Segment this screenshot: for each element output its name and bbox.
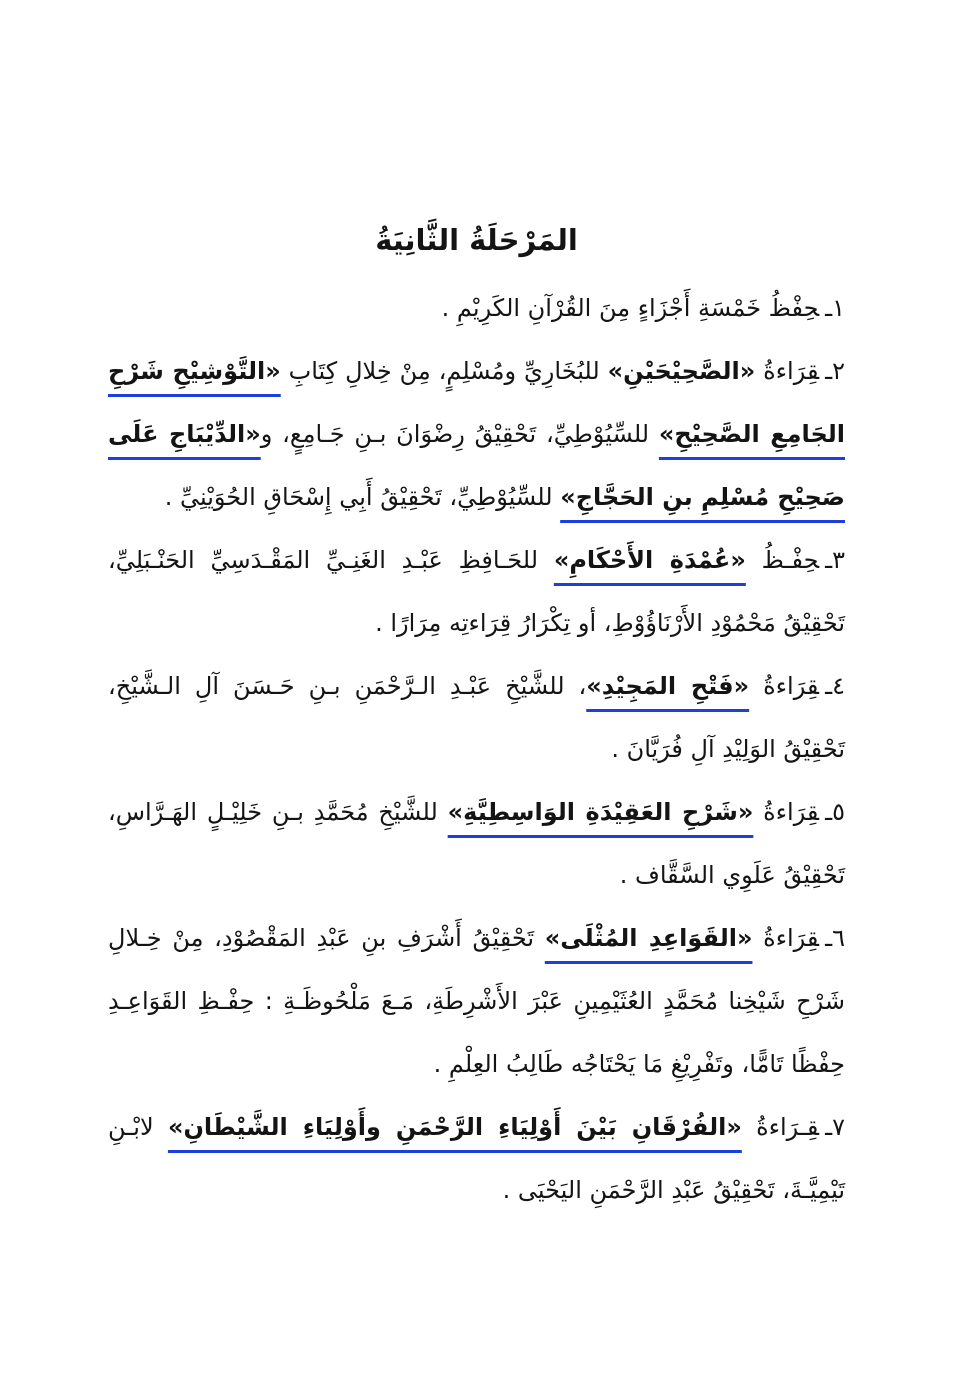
- item-text: للبُخَارِيِّ ومُسْلِمٍ، مِنْ خِلالِ كِتَابِ: [280, 357, 608, 385]
- item-text: قِـرَاءةُ: [741, 1113, 820, 1141]
- item-text: لابْـنِ تَيْمِيَّـةَ، تَحْقِيْقُ عَبْدِ الرَّحْمَنِ اليَحْيَى .: [108, 1113, 845, 1204]
- item-text: حِفْظُ خَمْسَةِ أَجْزَاءٍ مِنَ القُرْآنِ الكَرِيْمِ .: [441, 294, 820, 322]
- numbered-list: [108, 277, 845, 1222]
- list-item: [108, 781, 845, 907]
- item-text: للحَـافِظِ عَبْـدِ الغَنِـيِّ المَقْـدَسِيِّ الحَنْـبَلِيِّ، تَحْقِيْقُ مَحْمُوْدِ الأَرْنَاؤُوْطِ، أو تِكْرَارُ قِرَاءتِه مِرَارًا .: [108, 546, 845, 637]
- page-title: المَرْحَلَةُ الثَّانِيَةُ: [375, 223, 578, 257]
- list-item: [108, 1096, 845, 1222]
- item-text: قِرَاءةُ: [749, 672, 820, 700]
- item-text: للسِّيُوْطِيِّ، تَحْقِيْقُ أَبِي إِسْحَاقِ الحُوَيْنِيِّ .: [164, 483, 561, 511]
- item-text: قِرَاءةُ: [753, 798, 820, 826]
- item-number: ٧ـ: [825, 1113, 845, 1141]
- book-title: «التَّوْشِيْحِ شَرْحِ الجَامِعِ الصَّحِيْحِ»: [108, 357, 845, 448]
- book-title: «القَوَاعِدِ المُثْلَى»: [544, 924, 753, 952]
- list-item: [108, 907, 845, 1096]
- item-text: قِرَاءةُ: [752, 924, 820, 952]
- document-page: [108, 205, 845, 1222]
- item-text: قِرَاءةُ: [755, 357, 820, 385]
- item-text: تَحْقِيْقُ أَشْرَفِ بنِ عَبْدِ المَقْصُوْدِ، مِنْ خِـلالِ شَرْحِ شَيْخِنا مُحَمَّدٍ العُثَيْمِينِ عَبْرَ الأَشْرِطَةِ، مَـعَ مَلْحُوظَـةِ : حِفْـظِ القَوَاعِـدِ حِفْظًا تَامًّا، وتَفْرِيْغِ مَا يَحْتَاجُه طَالِبُ العِلْمِ .: [108, 924, 845, 1078]
- book-title: «فَتْحِ المَجِيْدِ»: [586, 672, 750, 700]
- book-title: «الدِّيْبَاجِ عَلَى صَحِيْحِ مُسْلِمِ بنِ الحَجَّاجِ»: [108, 420, 845, 511]
- list-item: [108, 277, 845, 340]
- item-number: ٦ـ: [825, 924, 845, 952]
- item-number: ٤ـ: [825, 672, 845, 700]
- item-text: للسِّيُوْطِيِّ، تَحْقِيْقُ رِضْوَانَ بـنِ جَـامِعٍ، و: [260, 420, 659, 448]
- item-text: للشَّيْخِ مُحَمَّدِ بـنِ خَلِيْـلٍ الهَـرَّاسِ، تَحْقِيْقُ عَلَوِي السَّقَّاف .: [108, 798, 845, 889]
- book-title: «الفُرْقَانِ بَيْنَ أَوْلِيَاءِ الرَّحْمَنِ وأَوْلِيَاءِ الشَّيْطَانِ»: [167, 1113, 742, 1141]
- list-item: [108, 340, 845, 529]
- list-item: [108, 529, 845, 655]
- item-number: ٣ـ: [825, 546, 845, 574]
- book-title: «شَرْحِ العَقِيْدَةِ الوَاسِطِيَّةِ»: [447, 798, 754, 826]
- item-number: ٢ـ: [825, 357, 846, 385]
- item-number: ١ـ: [825, 294, 845, 322]
- list-item: [108, 655, 845, 781]
- item-number: ٥ـ: [825, 798, 845, 826]
- book-title: «الصَّحِيْحَيْنِ»: [607, 357, 756, 385]
- item-text: ، للشَّيْخِ عَبْـدِ الـرَّحْمَنِ بـنِ حَـسَنَ آلِ الـشَّيْخِ، تَحْقِيْقُ الوَلِيْدِ آلِ فُرَيَّانَ .: [108, 672, 845, 763]
- book-title: «عُمْدَةِ الأَحْكَامِ»: [553, 546, 746, 574]
- item-text: حِفْـظُ: [745, 546, 820, 574]
